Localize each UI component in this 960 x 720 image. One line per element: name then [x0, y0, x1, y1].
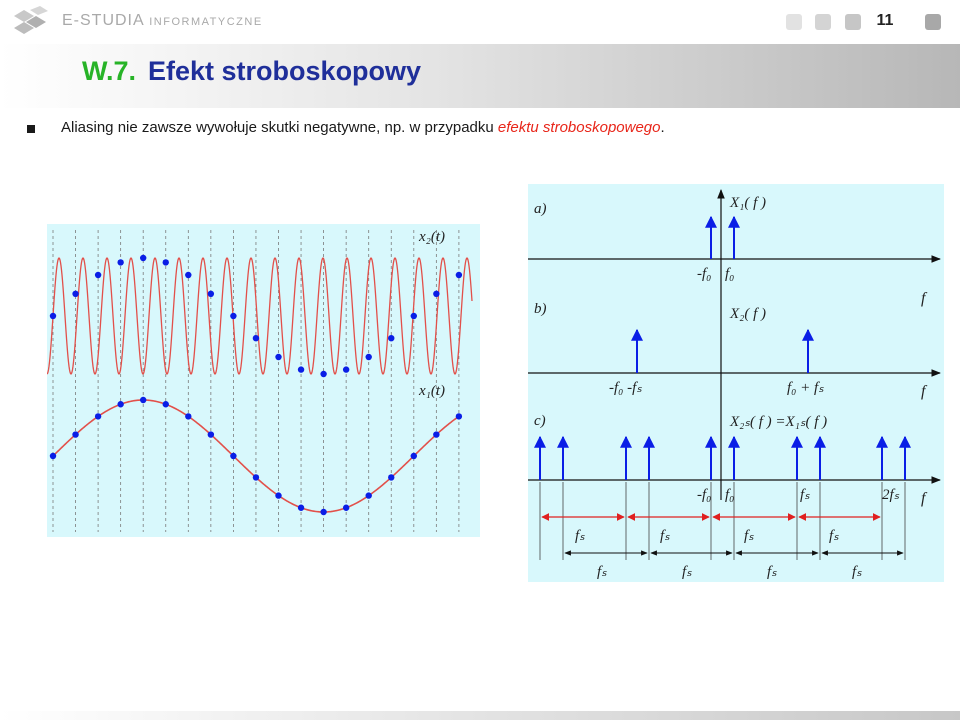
- panel-b-label: b): [534, 301, 547, 317]
- b-left-label: -f₀ -fₛ: [609, 380, 642, 396]
- x2-sample-point: [185, 272, 191, 278]
- bullet-text-main: Aliasing nie zawsze wywołuje skutki negatywne, np. w przypadku: [61, 119, 498, 136]
- x2-sample-point: [388, 335, 394, 341]
- nav-next-button[interactable]: [845, 14, 861, 30]
- x2-sample-point: [95, 272, 101, 278]
- x1-sample-point: [208, 431, 214, 437]
- top-bar: [0, 0, 960, 44]
- x2-sample-point: [230, 313, 236, 319]
- fs-label-r4: fₛ: [829, 528, 839, 544]
- x1-sample-point: [366, 492, 372, 498]
- bullet-text-end: .: [660, 119, 665, 136]
- x1-sample-point: [50, 453, 56, 459]
- axis-f-label-a: f: [921, 290, 926, 307]
- x1-sample-point: [456, 413, 462, 419]
- slide-title-text: Efekt stroboskopowy: [148, 56, 422, 86]
- x1-sample-point: [163, 401, 169, 407]
- fs-label-b3: fₛ: [767, 564, 777, 580]
- bottom-bar: [0, 711, 960, 720]
- x1-sample-point: [275, 492, 281, 498]
- axis-f-label-b: f: [921, 383, 926, 400]
- nav-last-button[interactable]: [925, 14, 941, 30]
- x2-sample-point: [275, 354, 281, 360]
- fs-label-b1: fₛ: [597, 564, 607, 580]
- x2-sample-point: [208, 291, 214, 297]
- x1-sample-point: [140, 397, 146, 403]
- x2-sample-point: [253, 335, 259, 341]
- slide-number: W.7.: [82, 56, 137, 86]
- x1-sample-point: [72, 431, 78, 437]
- label-x1: x₁(t): [419, 383, 446, 399]
- b-right-label: f₀ + fₛ: [787, 380, 824, 396]
- panel-c-label: c): [534, 413, 546, 429]
- x1-sample-point: [95, 413, 101, 419]
- x2-sample-point: [343, 366, 349, 372]
- time-domain-figure: [47, 224, 480, 537]
- x1-sample-point: [230, 453, 236, 459]
- axis-f-label-c: f: [921, 490, 926, 507]
- x2-sample-point: [411, 313, 417, 319]
- figure-background: [47, 224, 480, 537]
- frequency-domain-figure: [528, 184, 944, 582]
- brand-name: [62, 12, 263, 30]
- brand-sub: INFORMATYCZNE: [149, 16, 263, 28]
- c-title: X₂ₛ( f ) =X₁ₛ( f ): [730, 414, 828, 430]
- x2-sample-point: [298, 366, 304, 372]
- x1-sample-point: [388, 474, 394, 480]
- x1-sample-point: [343, 505, 349, 511]
- fs-label-b4: fₛ: [852, 564, 862, 580]
- x1-sample-point: [117, 401, 123, 407]
- x2-sample-point: [433, 291, 439, 297]
- a-neg-label: -f₀: [697, 266, 712, 282]
- fs-label-b2: fₛ: [682, 564, 692, 580]
- fs-label-r3: fₛ: [744, 528, 754, 544]
- c-2fs-label: 2fₛ: [882, 487, 900, 503]
- c-fs-label: fₛ: [800, 487, 810, 503]
- fs-label-r1: fₛ: [575, 528, 585, 544]
- x2-sample-point: [163, 259, 169, 265]
- x1-sample-point: [433, 431, 439, 437]
- bullet-icon: [27, 125, 35, 133]
- slide-title: [82, 56, 421, 87]
- x2-sample-point: [72, 291, 78, 297]
- x1-sample-point: [320, 509, 326, 515]
- x1-sample-point: [253, 474, 259, 480]
- nav-prev-button[interactable]: [815, 14, 831, 30]
- a-pos-label: f₀: [725, 266, 735, 282]
- bullet-highlight: efektu stroboskopowego: [497, 119, 661, 136]
- x1-sample-point: [411, 453, 417, 459]
- fs-label-r2: fₛ: [660, 528, 670, 544]
- x2-sample-point: [456, 272, 462, 278]
- x1-sample-point: [185, 413, 191, 419]
- nav-first-button[interactable]: [786, 14, 802, 30]
- x2-sample-point: [366, 354, 372, 360]
- x1-sample-point: [298, 505, 304, 511]
- c-neg-label: -f₀: [697, 487, 712, 503]
- brand-main: E-STUDIA: [62, 12, 144, 29]
- page-number: 11: [876, 12, 894, 29]
- panel-a-label: a): [534, 201, 547, 217]
- label-x2: x₂(t): [419, 229, 446, 245]
- x2-sample-point: [140, 255, 146, 261]
- logo-icon: [10, 6, 54, 38]
- x2-sample-point: [320, 371, 326, 377]
- x2-sample-point: [50, 313, 56, 319]
- x2-sample-point: [117, 259, 123, 265]
- c-pos-label: f₀: [725, 487, 735, 503]
- a-title: X₁( f ): [730, 195, 767, 211]
- bullet-text: [61, 119, 665, 136]
- b-title: X₂( f ): [730, 306, 767, 322]
